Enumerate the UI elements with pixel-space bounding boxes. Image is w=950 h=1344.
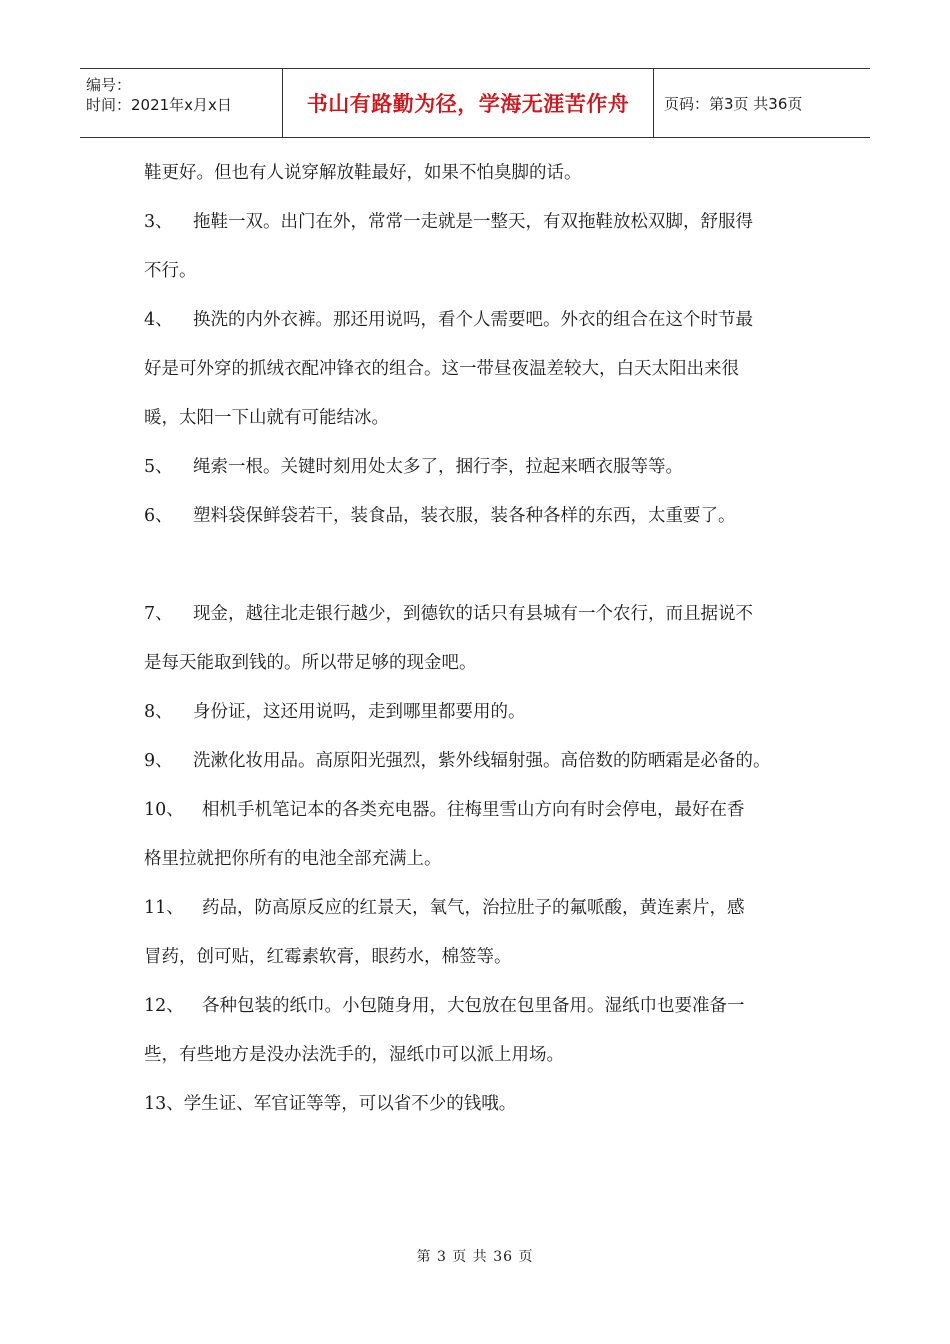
header-meta [80,69,282,137]
item-number: 12、 [144,996,184,1016]
page-footer: 第 3 页 共 36 页 [416,1249,534,1265]
item-text: 洗漱化妆用品。高原阳光强烈，紫外线辐射强。高倍数的防晒霜是必备的。 [193,751,771,771]
list-item-5 [144,444,834,493]
list-item-12 [144,983,834,1032]
item-text: 换洗的内外衣裤。那还用说吗，看个人需要吧。外衣的组合在这个时节最 [193,310,753,330]
item-number: 8、 [144,702,173,722]
list-item-7 [144,591,834,640]
item-continuation: 是每天能取到钱的。所以带足够的现金吧。 [144,653,477,673]
item-text: 现金，越往北走银行越少，到德钦的话只有县城有一个农行，而且据说不 [193,604,753,624]
item-number: 4、 [144,310,173,330]
page-header [80,68,870,138]
item-number: 7、 [144,604,173,624]
item-continuation: 冒药，创可贴，红霉素软膏，眼药水，棉签等。 [144,947,512,967]
list-item-10 [144,787,834,836]
list-item-3 [144,199,834,248]
item-continuation: 好是可外穿的抓绒衣配冲锋衣的组合。这一带昼夜温差较大，白天太阳出来很 [144,359,739,379]
list-item-13: 13、学生证、军官证等等，可以省不少的钱哦。 [144,1094,517,1114]
item-text: 身份证，这还用说吗，走到哪里都要用的。 [193,702,526,722]
item-number: 9、 [144,751,173,771]
item-continuation: 不行。 [144,261,197,281]
item-text: 各种包装的纸巾。小包随身用，大包放在包里备用。湿纸巾也要准备一 [202,996,745,1016]
list-item-11 [144,885,834,934]
item-continuation: 暖，太阳一下山就有可能结冰。 [144,408,389,428]
item-text: 相机手机笔记本的各类充电器。往梅里雪山方向有时会停电，最好在香 [202,800,745,820]
item-text: 药品，防高原反应的红景天，氧气，治拉肚子的氟哌酸，黄连素片，感 [202,898,745,918]
item-number: 11、 [144,898,184,918]
item-number: 5、 [144,457,173,477]
list-item-4 [144,297,834,346]
item-text: 塑料袋保鲜袋若干，装食品，装衣服，装各种各样的东西，太重要了。 [193,506,736,526]
item-number: 6、 [144,506,173,526]
item-number: 10、 [144,800,184,820]
paragraph-line: 鞋更好。但也有人说穿解放鞋最好，如果不怕臭脚的话。 [144,163,582,183]
item-text: 绳索一根。关键时刻用处太多了，捆行李，拉起来晒衣服等等。 [193,457,683,477]
blank-line [144,542,834,591]
time-label: 时间：2021年x月x日 [86,96,232,114]
item-text: 拖鞋一双。出门在外，常常一走就是一整天，有双拖鞋放松双脚，舒服得 [193,212,753,232]
page-label: 页码：第3页 共36页 [664,94,803,113]
document-body [144,150,834,1130]
header-motto-cell [282,69,654,137]
item-number: 3、 [144,212,173,232]
list-item-9 [144,738,834,787]
motto: 书山有路勤为径，学海无涯苦作舟 [306,92,630,116]
list-item-6 [144,493,834,542]
number-label: 编号： [86,76,132,94]
header-page-cell [654,69,870,137]
list-item-8 [144,689,834,738]
item-continuation: 些，有些地方是没办法洗手的，湿纸巾可以派上用场。 [144,1045,564,1065]
item-continuation: 格里拉就把你所有的电池全部充满上。 [144,849,442,869]
